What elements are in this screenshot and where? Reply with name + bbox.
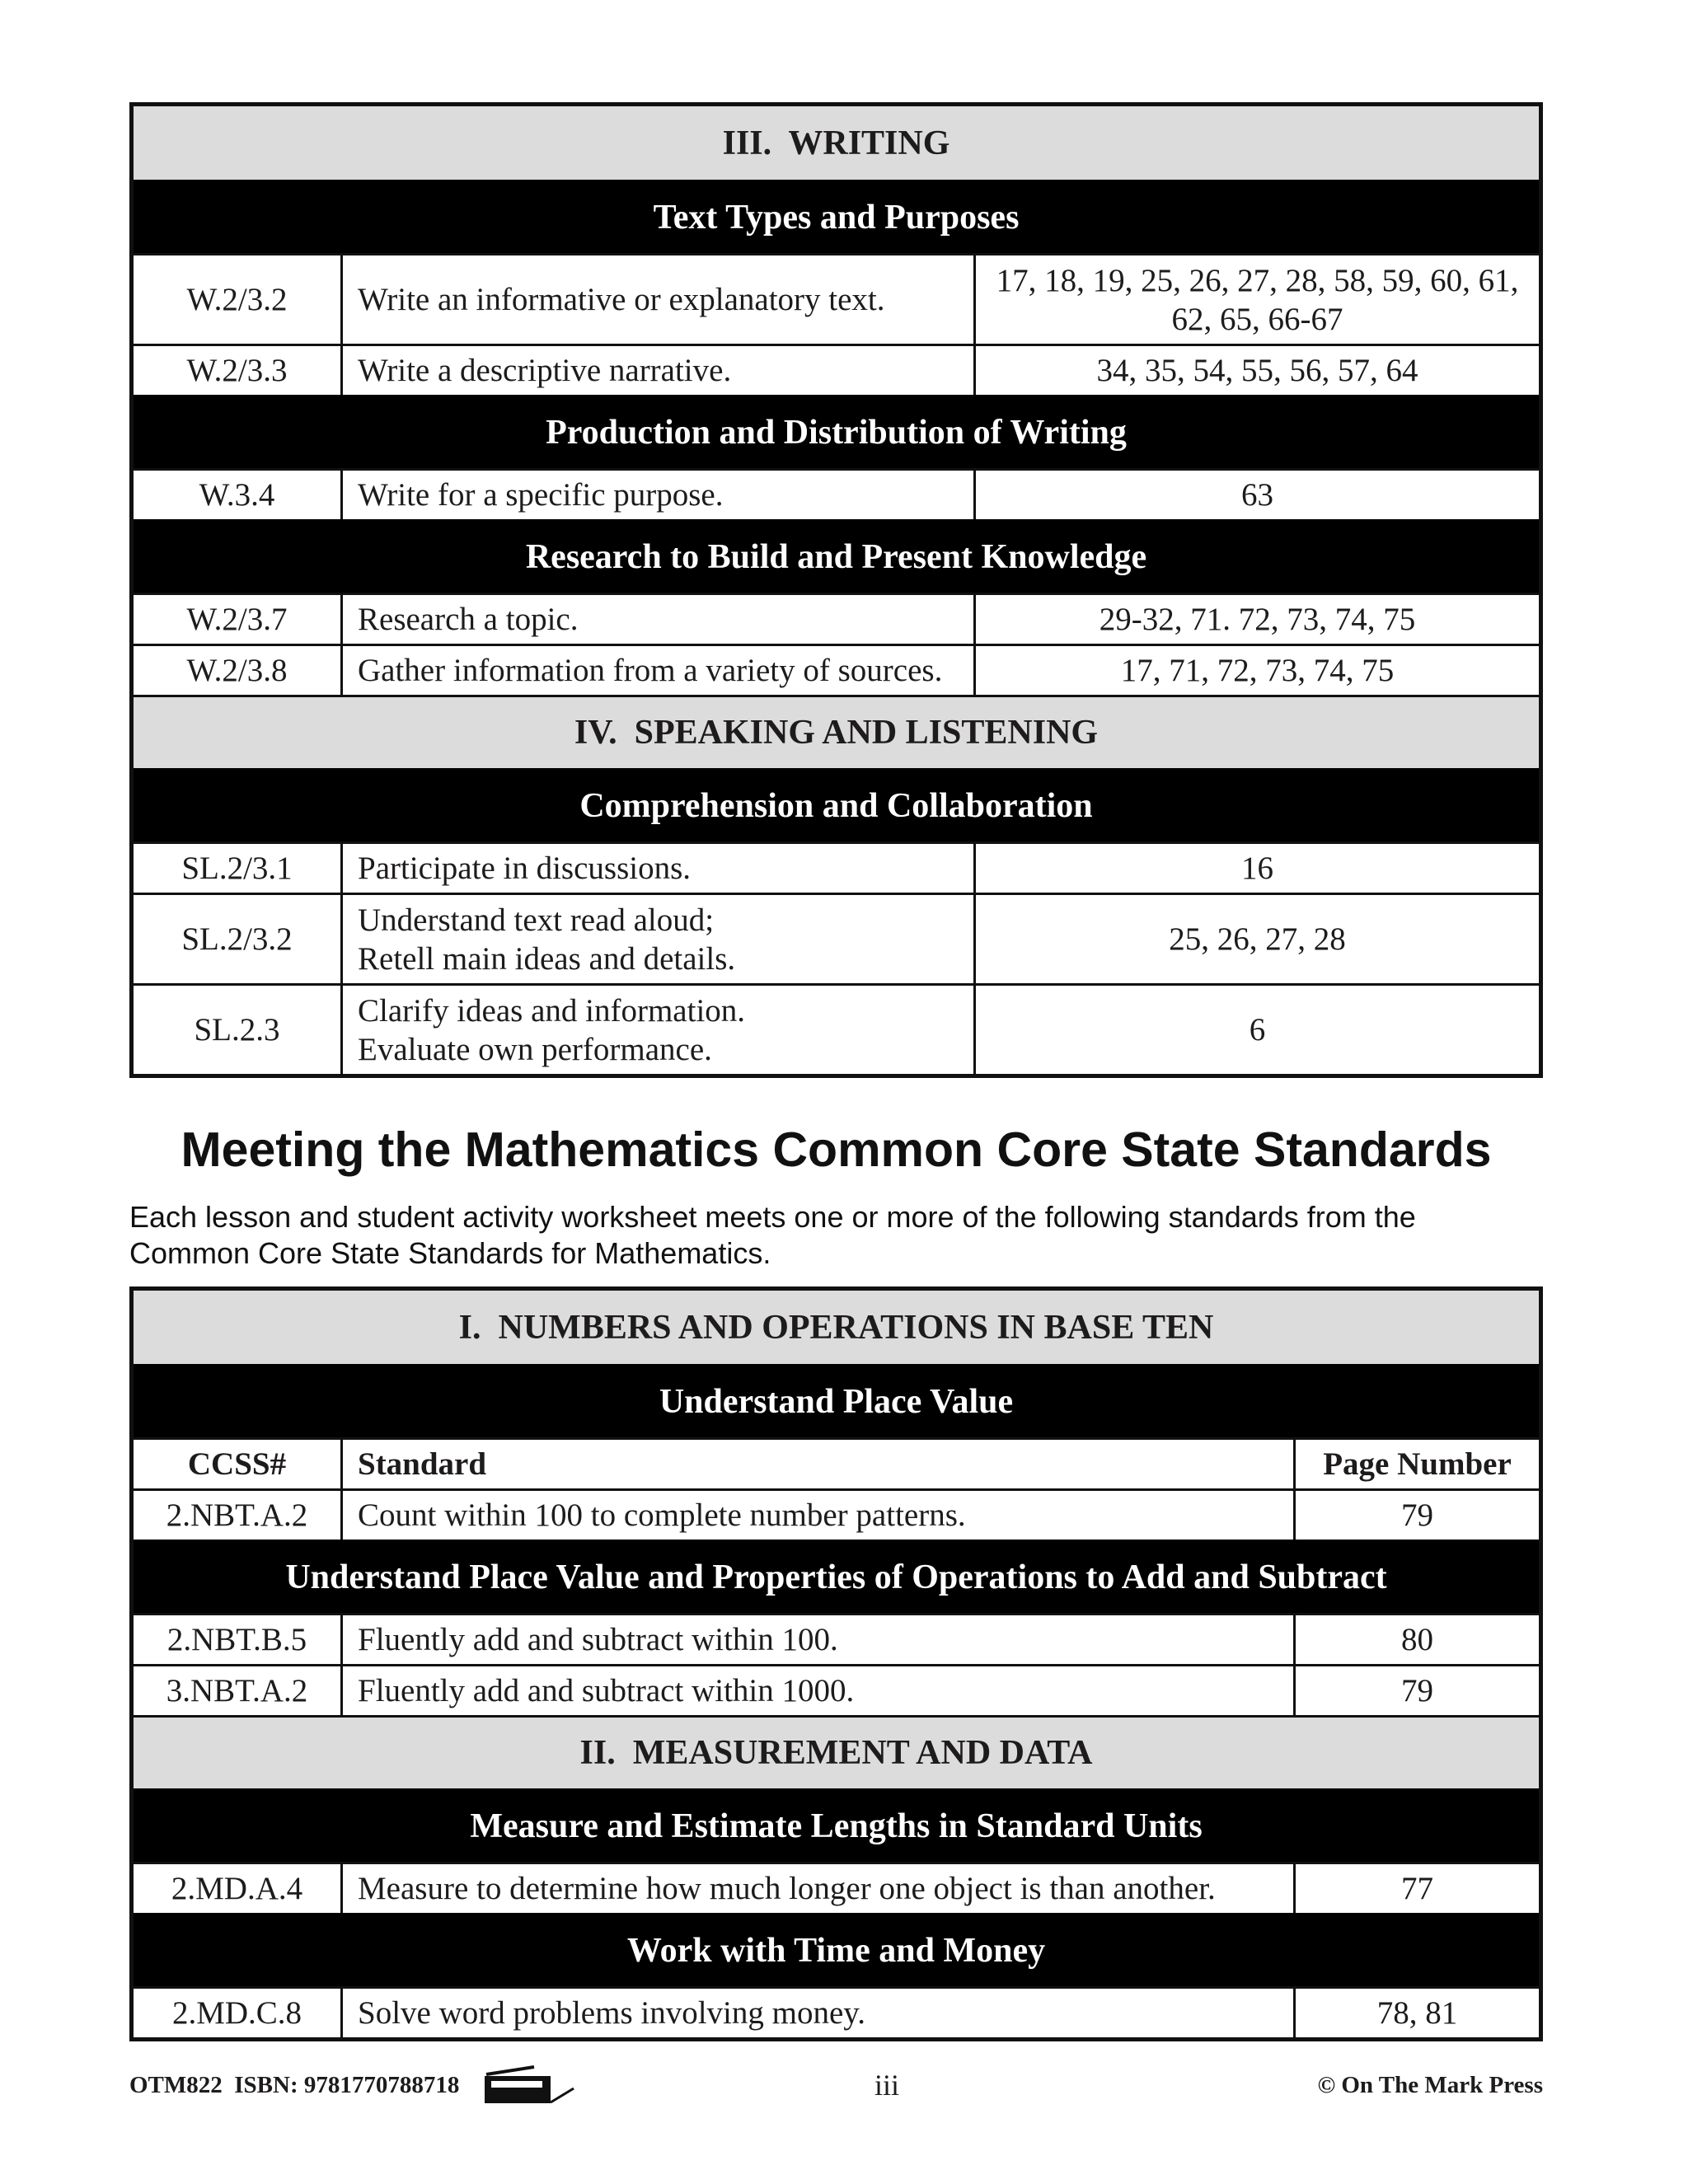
standard-description: Solve word problems involving money. [340,1989,1293,2037]
page-numbers: 17, 71, 72, 73, 74, 75 [973,646,1539,695]
column-header-code: CCSS# [187,1446,287,1482]
page-numbers: 25, 26, 27, 28 [973,895,1539,983]
intro-paragraph: Each lesson and student activity worksheet meets one or more of the following standards from the Common Core State Standards for Mathematics. [129,1200,1416,1270]
table-row [134,468,1539,519]
standard-description: Research a topic. [340,595,973,644]
standard-description: Count within 100 to complete number patterns. [340,1491,1293,1540]
table-row [134,593,1539,644]
section-heading-writing: III. WRITING [134,106,1539,180]
standard-description: Clarify ideas and information. Evaluate own performance. [340,986,973,1074]
standard-description: Participate in discussions. [340,844,973,893]
section-heading-measurement-data: II. MEASUREMENT AND DATA [134,1715,1539,1788]
standard-description: Gather information from a variety of sources. [340,646,973,695]
group-title-measure-lengths: Measure and Estimate Lengths in Standard Units [134,1788,1539,1862]
table-row [134,983,1539,1074]
standard-code: 3.NBT.A.2 [166,1673,308,1708]
ela-standards-table [129,102,1543,1078]
standard-description: Fluently add and subtract within 100. [340,1615,1293,1664]
page-numbers: 63 [973,471,1539,519]
page-numbers: 79 [1293,1491,1539,1540]
photocopier-icon [483,2064,575,2107]
page-numbers: 77 [1293,1864,1539,1913]
page-number: iii [874,2069,899,2102]
copyright: © On The Mark Press [1317,2072,1543,2098]
page-title: Meeting the Mathematics Common Core State Standards [181,1122,1492,1177]
table-row [134,344,1539,395]
table-row [134,1986,1539,2037]
table-row [134,1613,1539,1664]
standard-description: Write for a specific purpose. [340,471,973,519]
group-title-text-types: Text Types and Purposes [134,180,1539,253]
page-numbers: 16 [973,844,1539,893]
standard-code: W.3.4 [199,477,275,513]
group-title-comprehension: Comprehension and Collaboration [134,768,1539,841]
table-row [134,841,1539,893]
section-heading-speaking-listening: IV. SPEAKING AND LISTENING [134,695,1539,768]
page-numbers: 17, 18, 19, 25, 26, 27, 28, 58, 59, 60, 61, 62, 65, 66-67 [973,255,1539,344]
column-header-row [134,1437,1539,1488]
table-row [134,1664,1539,1715]
column-header-standard: Standard [340,1440,1293,1488]
standard-code: W.2/3.8 [186,653,288,688]
standard-code: W.2/3.2 [186,282,288,317]
page-numbers: 34, 35, 54, 55, 56, 57, 64 [973,346,1539,395]
standard-description: Measure to determine how much longer one object is than another. [340,1864,1293,1913]
group-title-research: Research to Build and Present Knowledge [134,519,1539,593]
column-header-page-number: Page Number [1293,1440,1539,1488]
group-title-time-money: Work with Time and Money [134,1913,1539,1986]
standard-code: 2.NBT.B.5 [166,1622,307,1657]
table-row [134,1488,1539,1540]
page-numbers: 79 [1293,1666,1539,1715]
standard-code: W.2/3.7 [186,602,288,637]
standard-code: SL.2.3 [194,1012,280,1047]
group-title-production-distribution: Production and Distribution of Writing [134,395,1539,468]
standard-description: Understand text read aloud; Retell main ideas and details. [340,895,973,983]
section-heading-numbers-operations: I. NUMBERS AND OPERATIONS IN BASE TEN [134,1291,1539,1364]
page-numbers: 78, 81 [1293,1989,1539,2037]
standard-description: Fluently add and subtract within 1000. [340,1666,1293,1715]
standard-code: 2.MD.C.8 [171,1995,302,2031]
standard-code: W.2/3.3 [186,353,288,388]
page-numbers: 29-32, 71. 72, 73, 74, 75 [973,595,1539,644]
standard-code: SL.2/3.2 [181,921,293,957]
standard-code: SL.2/3.1 [181,851,293,886]
page-numbers: 6 [973,986,1539,1074]
table-row [134,644,1539,695]
product-isbn: OTM822 ISBN: 9781770788718 [129,2072,460,2098]
group-title-place-value: Understand Place Value [134,1364,1539,1437]
standard-code: 2.NBT.A.2 [166,1497,308,1533]
table-row [134,893,1539,983]
table-row [134,253,1539,344]
group-title-place-value-operations: Understand Place Value and Properties of Operations to Add and Subtract [134,1540,1539,1613]
page-numbers: 80 [1293,1615,1539,1664]
standard-description: Write an informative or explanatory text. [340,255,973,344]
standard-description: Write a descriptive narrative. [340,346,973,395]
table-row [134,1862,1539,1913]
standard-code: 2.MD.A.4 [171,1871,303,1906]
math-standards-table [129,1286,1543,2041]
